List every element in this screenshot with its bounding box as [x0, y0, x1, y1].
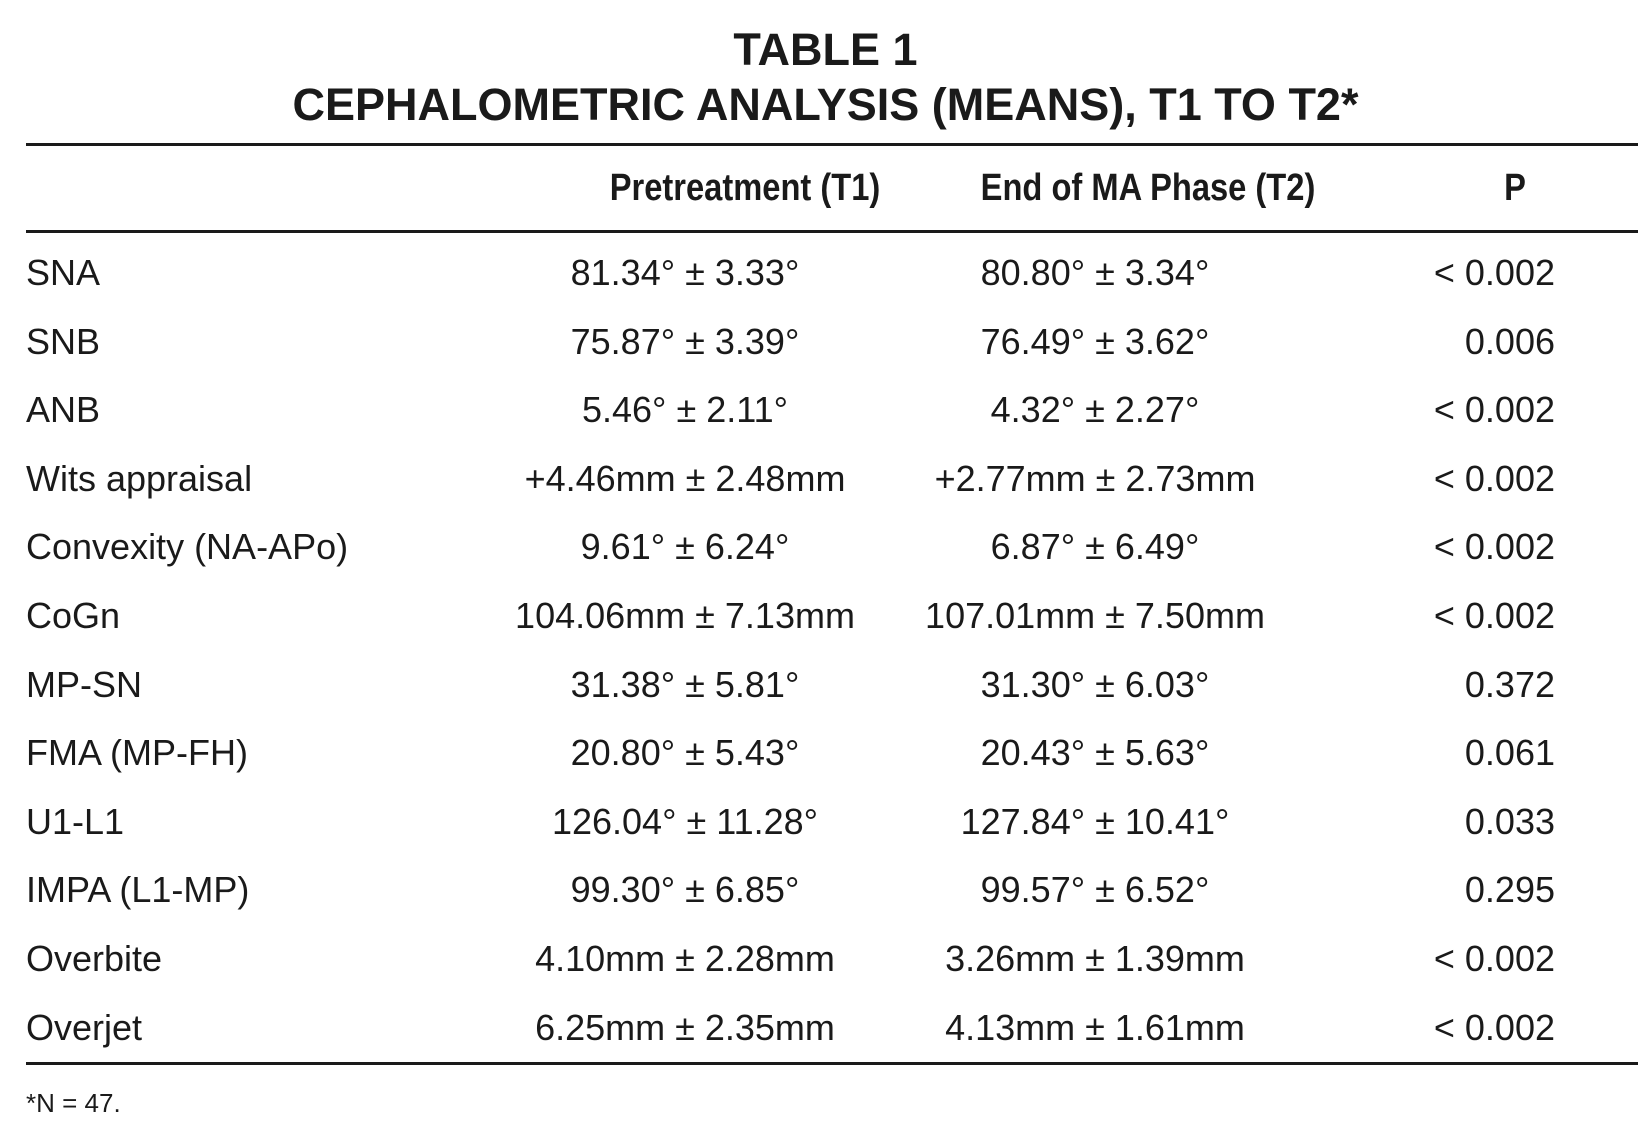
end-of-ma-phase-value: 76.49° ± 3.62° — [980, 320, 1210, 362]
p-value: 0.033 — [1464, 800, 1555, 842]
row-label: SNB — [26, 320, 101, 362]
pretreatment-value: 126.04° ± 11.28° — [551, 800, 819, 842]
table-row — [0, 1000, 1651, 1069]
p-value: 0.006 — [1464, 320, 1555, 362]
p-value: < 0.002 — [1433, 457, 1555, 499]
row-label: ANB — [26, 389, 101, 431]
end-of-ma-phase-value: 80.80° ± 3.34° — [980, 252, 1210, 293]
top-rule — [26, 143, 1638, 146]
pretreatment-value: 5.46° ± 2.11° — [581, 389, 788, 431]
p-value: < 0.002 — [1433, 389, 1555, 431]
table-row — [0, 314, 1651, 383]
table-row — [0, 931, 1651, 1000]
table-title-line1: TABLE 1 — [733, 24, 918, 75]
row-label: IMPA (L1-MP) — [26, 869, 250, 911]
p-value: < 0.002 — [1433, 594, 1555, 636]
end-of-ma-phase-value: 4.32° ± 2.27° — [990, 389, 1200, 431]
end-of-ma-phase-value: 20.43° ± 5.63° — [980, 732, 1210, 774]
end-of-ma-phase-value: 3.26mm ± 1.39mm — [945, 937, 1245, 979]
row-label: MP-SN — [26, 663, 142, 705]
p-value: < 0.002 — [1433, 252, 1555, 293]
column-header-p: P — [1504, 167, 1526, 209]
header-rule — [26, 230, 1638, 233]
table-row — [0, 519, 1651, 588]
pretreatment-value: 20.80° ± 5.43° — [570, 732, 800, 774]
table-row — [0, 451, 1651, 520]
pretreatment-value: 104.06mm ± 7.13mm — [515, 594, 855, 636]
bottom-rule — [26, 1062, 1638, 1065]
table-row — [0, 862, 1651, 931]
column-header-pretreatment: Pretreatment (T1) — [609, 167, 881, 209]
table-row — [0, 657, 1651, 726]
p-value: 0.061 — [1464, 732, 1555, 774]
end-of-ma-phase-value: 4.13mm ± 1.61mm — [945, 1006, 1245, 1048]
table-row — [0, 794, 1651, 863]
table-footnote: *N = 47. — [26, 1088, 121, 1118]
row-label: Convexity (NA-APo) — [26, 526, 349, 568]
row-label: Overbite — [26, 937, 163, 979]
pretreatment-value: 9.61° ± 6.24° — [580, 526, 790, 568]
end-of-ma-phase-value: 107.01mm ± 7.50mm — [925, 594, 1265, 636]
p-value: < 0.002 — [1433, 1006, 1555, 1048]
row-label: FMA (MP-FH) — [26, 732, 248, 774]
pretreatment-value: 75.87° ± 3.39° — [570, 320, 800, 362]
row-label: U1-L1 — [26, 800, 125, 842]
table-body — [0, 245, 1651, 1068]
table-row — [0, 382, 1651, 451]
end-of-ma-phase-value: 6.87° ± 6.49° — [990, 526, 1200, 568]
end-of-ma-phase-value: 31.30° ± 6.03° — [980, 663, 1210, 705]
pretreatment-value: 99.30° ± 6.85° — [570, 869, 800, 911]
table-row — [0, 245, 1651, 314]
end-of-ma-phase-value: +2.77mm ± 2.73mm — [934, 457, 1256, 499]
pretreatment-value: 31.38° ± 5.81° — [570, 663, 800, 705]
p-value: < 0.002 — [1433, 526, 1555, 568]
pretreatment-value: +4.46mm ± 2.48mm — [524, 457, 846, 499]
pretreatment-value: 6.25mm ± 2.35mm — [535, 1006, 835, 1048]
table-row — [0, 725, 1651, 794]
column-header-end-of-ma-phase: End of MA Phase (T2) — [980, 167, 1316, 209]
row-label: SNA — [26, 252, 101, 293]
pretreatment-value: 81.34° ± 3.33° — [570, 252, 800, 293]
table-row — [0, 588, 1651, 657]
row-label: Wits appraisal — [26, 457, 253, 499]
p-value: < 0.002 — [1433, 937, 1555, 979]
row-label: Overjet — [26, 1006, 143, 1048]
table-title — [0, 22, 1651, 132]
end-of-ma-phase-value: 99.57° ± 6.52° — [980, 869, 1210, 911]
pretreatment-value: 4.10mm ± 2.28mm — [535, 937, 835, 979]
p-value: 0.372 — [1464, 663, 1555, 705]
row-label: CoGn — [26, 594, 121, 636]
table-title-line2: CEPHALOMETRIC ANALYSIS (MEANS), T1 TO T2* — [292, 79, 1359, 130]
end-of-ma-phase-value: 127.84° ± 10.41° — [960, 800, 1230, 842]
p-value: 0.295 — [1464, 869, 1555, 911]
